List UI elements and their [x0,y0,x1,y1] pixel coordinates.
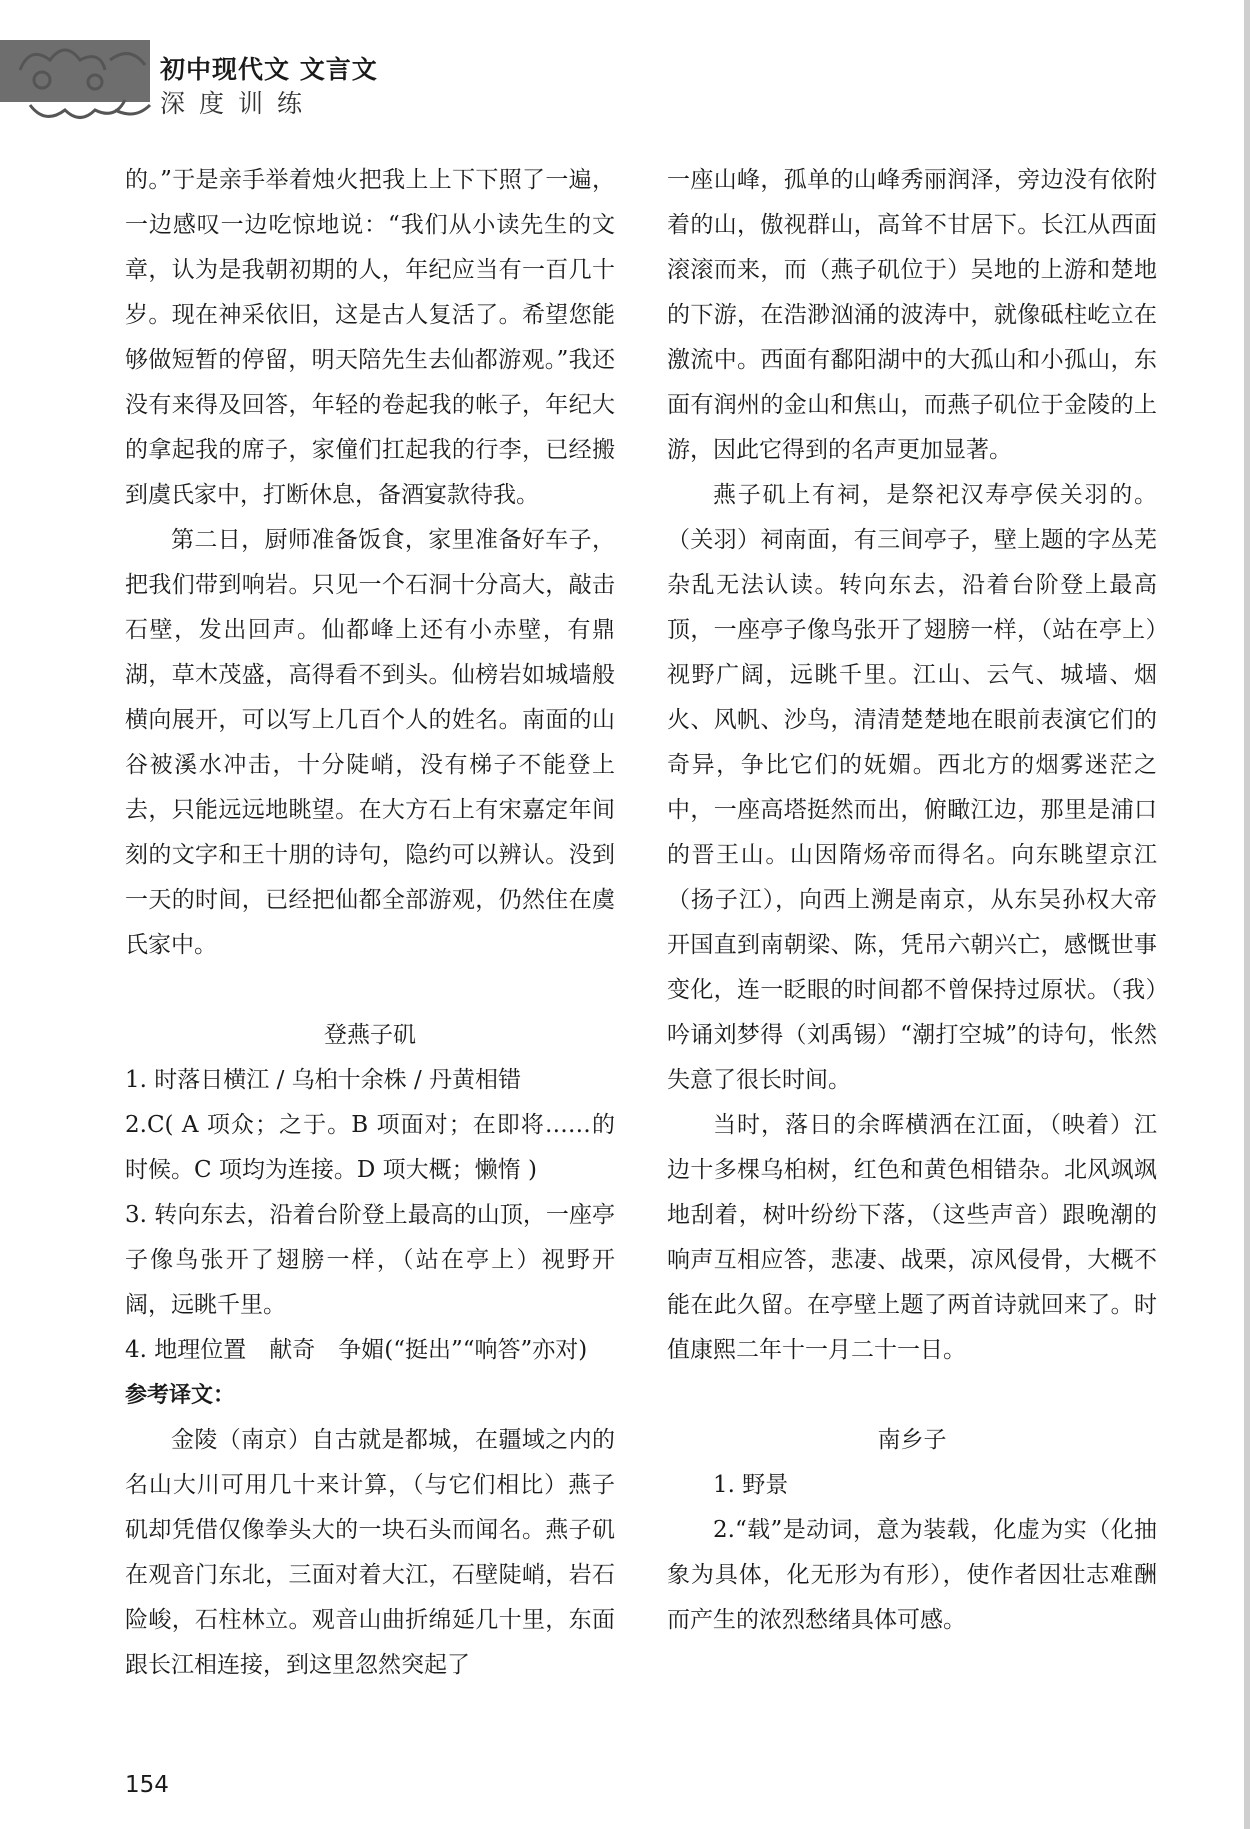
answer-item: 3. 转向东去，沿着台阶登上最高的山顶，一座亭子像鸟张开了翅膀一样，（站在亭上）视野开阔，远眺千里。 [125,1202,615,1318]
reference-label: 参考译文： [125,1383,236,1408]
paragraph: 燕子矶上有祠，是祭祀汉寿亭侯关羽的。（关羽）祠南面，有三间亭子，壁上题的字丛芜杂乱无法认读。转向东去，沿着台阶登上最高顶，一座亭子像鸟张开了翅膀一样，（站在亭上）视野广阔，远眺千里。江山、云气、城墙、烟火、风帆、沙鸟，清清楚楚地在眼前表演它们的奇异，争比它们的妩媚。西北方的烟雾迷茫之中，一座高塔挺然而出，俯瞰江边，那里是浦口的晋王山。山因隋炀帝而得名。向东眺望京江（扬子江），向西上溯是南京，从东吴孙权大帝开国直到南朝梁、陈，凭吊六朝兴亡，感慨世事变化，连一眨眼的时间都不曾保持过原状。（我）吟诵刘梦得（刘禹锡）“潮打空城”的诗句，怅然失意了很长时间。 [667,482,1157,1093]
section-title: 南乡子 [877,1427,947,1453]
header-title: 初中现代文 文言文 [160,55,378,84]
right-column [667,158,1157,1643]
page-number: 154 [125,1772,169,1798]
answer-item: 2.“载”是动词，意为装载，化虚为实（化抽象为具体，化无形为有形），使作者因壮志难酬而产生的浓烈愁绪具体可感。 [667,1517,1157,1633]
page-header [0,0,420,150]
paragraph: 一座山峰，孤单的山峰秀丽润泽，旁边没有依附着的山，傲视群山，高耸不甘居下。长江从西面滚滚而来，而（燕子矶位于）吴地的上游和楚地的下游，在浩渺汹涌的波涛中，就像砥柱屹立在激流中。西面有鄱阳湖中的大孤山和小孤山，东面有润州的金山和焦山，而燕子矶位于金陵的上游，因此它得到的名声更加显著。 [667,167,1157,463]
answer-item: 1. 时落日横江 / 乌桕十余株 / 丹黄相错 [125,1067,521,1093]
answer-item: 2.C( A 项众；之于。B 项面对；在即将……的时候。C 项均为连接。D 项大概；懒惰 ) [125,1112,615,1183]
answer-item: 4. 地理位置 献奇 争媚(“挺出”“响答”亦对) [125,1337,588,1363]
answer-item: 1. 野景 [713,1472,789,1498]
paragraph: 金陵（南京）自古就是都城，在疆域之内的名山大川可用几十来计算，（与它们相比）燕子矶却凭借仅像拳头大的一块石头而闻名。燕子矶在观音门东北，三面对着大江，石壁陡峭，岩石险峻，石柱林立。观音山曲折绵延几十里，东面跟长江相连接，到这里忽然突起了 [125,1427,615,1678]
section-title: 登燕子矶 [324,1022,416,1048]
header-subtitle: 深度训练 [160,89,317,118]
paragraph: 当时，落日的余晖横洒在江面，（映着）江边十多棵乌桕树，红色和黄色相错杂。北风飒飒地刮着，树叶纷纷下落，（这些声音）跟晚潮的响声互相应答，悲凄、战栗，凉风侵骨，大概不能在此久留。在亭壁上题了两首诗就回来了。时值康熙二年十一月二十一日。 [667,1112,1157,1363]
page-edge [1244,0,1250,1829]
paragraph: 第二日，厨师准备饭食，家里准备好车子，把我们带到响岩。只见一个石洞十分高大，敲击石壁，发出回声。仙都峰上还有小赤壁，有鼎湖，草木茂盛，高得看不到头。仙榜岩如城墙般横向展开，可以写上几百个人的姓名。南面的山谷被溪水冲击，十分陡峭，没有梯子不能登上去，只能远远地眺望。在大方石上有宋嘉定年间刻的文字和王十朋的诗句，隐约可以辨认。没到一天的时间，已经把仙都全部游观，仍然住在虞氏家中。 [125,527,615,958]
left-column [125,158,615,1688]
paragraph: 的。”于是亲手举着烛火把我上上下下照了一遍，一边感叹一边吃惊地说：“我们从小读先生的文章，认为是我朝初期的人，年纪应当有一百几十岁。现在神采依旧，这是古人复活了。希望您能够做短暂的停留，明天陪先生去仙都游观。”我还没有来得及回答，年轻的卷起我的帐子，年纪大的拿起我的席子，家僮们扛起我的行李，已经搬到虞氏家中，打断休息，备酒宴款待我。 [125,167,615,508]
cloud-ornament-icon [0,10,160,140]
